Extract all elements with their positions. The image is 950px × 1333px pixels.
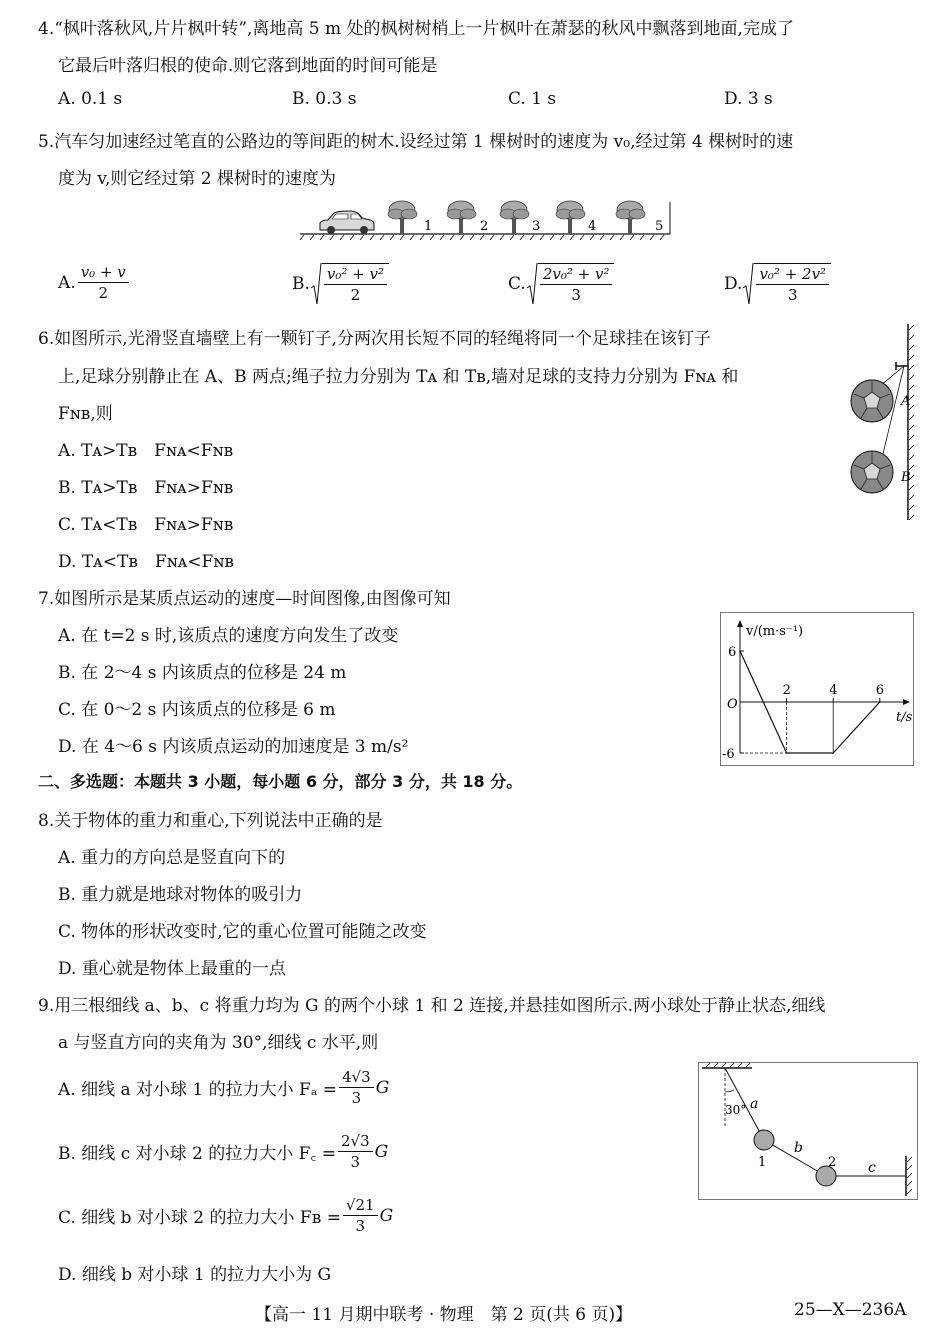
q5-stem-line2: 度为 v,则它经过第 2 棵树时的速度为 bbox=[58, 169, 337, 189]
angle-label: 30° bbox=[725, 1103, 747, 1117]
q9-option-c bbox=[58, 1195, 393, 1236]
q9-option-a bbox=[58, 1067, 389, 1108]
q5-option-c bbox=[508, 262, 614, 306]
q8-option-a: A. 重力的方向总是竖直向下的 bbox=[58, 848, 286, 868]
q6-option-b: B. Tᴀ>Tʙ Fɴᴀ>Fɴʙ bbox=[58, 478, 234, 498]
q6-wall-figure bbox=[844, 322, 916, 522]
q9-option-b bbox=[58, 1131, 388, 1172]
q5-d-numerator: v₀² + 2v² bbox=[756, 264, 829, 285]
q4-option-a: A. 0.1 s bbox=[58, 89, 123, 109]
football-a-icon bbox=[851, 380, 893, 422]
football-b-icon bbox=[851, 451, 893, 493]
q5-b-numerator: v₀² + v² bbox=[324, 264, 387, 285]
q8-option-c: C. 物体的形状改变时,它的重心位置可能随之改变 bbox=[58, 922, 427, 942]
q8-stem: 8.关于物体的重力和重心,下列说法中正确的是 bbox=[38, 811, 383, 831]
tree-label-2: 2 bbox=[480, 219, 489, 234]
string-a-label: a bbox=[750, 1096, 759, 1112]
origin-label: O bbox=[727, 697, 738, 712]
q5-option-d-label: D. bbox=[724, 274, 743, 294]
q9-b-numerator: 2√3 bbox=[338, 1131, 373, 1152]
q5-option-a-label: A. bbox=[58, 272, 76, 293]
q7-option-c: C. 在 0～2 s 内该质点的位移是 6 m bbox=[58, 700, 336, 720]
q5-a-numerator: v₀ + v bbox=[78, 262, 129, 283]
q9-option-d: D. 细线 b 对小球 1 的拉力大小为 G bbox=[58, 1265, 332, 1285]
string-c-label: c bbox=[868, 1160, 876, 1176]
q6-option-d: D. Tᴀ<Tʙ Fɴᴀ<Fɴʙ bbox=[58, 552, 234, 572]
point-b-label: B bbox=[901, 470, 911, 485]
q6-stem-line2: 上,足球分别静止在 A、B 两点;绳子拉力分别为 Tᴀ 和 Tʙ,墙对足球的支持力分别为 Fɴᴀ 和 bbox=[58, 367, 739, 387]
q7-option-d: D. 在 4～6 s 内该质点运动的加速度是 3 m/s² bbox=[58, 737, 409, 757]
q5-c-numerator: 2v₀² + v² bbox=[540, 264, 613, 285]
q9-strings-figure bbox=[698, 1062, 918, 1202]
tree-icon bbox=[556, 201, 585, 234]
q5-option-b bbox=[292, 262, 389, 306]
x-tick-label: 4 bbox=[829, 683, 838, 698]
y-tick-label: -6 bbox=[722, 747, 735, 762]
ball-1-icon bbox=[754, 1130, 774, 1150]
q9-c-denominator: 3 bbox=[355, 1217, 366, 1235]
q8-option-d: D. 重心就是物体上最重的一点 bbox=[58, 959, 286, 979]
q9-c-g: G bbox=[379, 1205, 394, 1226]
x-tick-label: 2 bbox=[782, 683, 791, 698]
q5-road-figure bbox=[298, 196, 672, 242]
q9-a-g: G bbox=[375, 1077, 390, 1098]
q4-stem-line1: 4.“枫叶落秋风,片片枫叶转”,离地高 5 m 处的枫树树梢上一片枫叶在萧瑟的秋风中飘落到地面,完成了 bbox=[38, 19, 794, 39]
tree-icon bbox=[616, 201, 645, 234]
q9-a-numerator: 4√3 bbox=[339, 1067, 374, 1088]
point-a-label: A bbox=[901, 394, 911, 409]
q9-b-g: G bbox=[374, 1141, 389, 1162]
q4-option-c: C. 1 s bbox=[508, 89, 557, 109]
q5-stem-line1: 5.汽车匀加速经过笔直的公路边的等间距的树木.设经过第 1 棵树时的速度为 v₀,经过第 4 棵树时的速 bbox=[38, 132, 794, 152]
q6-stem-line3: Fɴʙ,则 bbox=[58, 404, 113, 424]
q9-a-denominator: 3 bbox=[351, 1089, 362, 1107]
q5-a-denominator: 2 bbox=[98, 284, 108, 302]
q4-option-b: B. 0.3 s bbox=[292, 89, 357, 109]
tree-icon bbox=[388, 201, 417, 234]
section-2-title: 二、多选题：本题共 3 小题，每小题 6 分，部分 3 分，共 18 分。 bbox=[38, 772, 523, 791]
tree-label-1: 1 bbox=[424, 219, 433, 234]
q5-option-a bbox=[58, 262, 131, 303]
x-tick-label: 6 bbox=[875, 683, 885, 698]
ball-2-label: 2 bbox=[828, 1155, 837, 1170]
q9-stem-line2: a 与竖直方向的夹角为 30°,细线 c 水平,则 bbox=[58, 1033, 379, 1053]
q6-stem-line1: 6.如图所示,光滑竖直墙壁上有一颗钉子,分两次用长短不同的轻绳将同一个足球挂在该钉子 bbox=[38, 329, 712, 349]
string-b-label: b bbox=[794, 1140, 803, 1156]
q6-option-c: C. Tᴀ<Tʙ Fɴᴀ>Fɴʙ bbox=[58, 515, 234, 535]
car-icon bbox=[320, 211, 374, 234]
series-segment bbox=[833, 702, 880, 753]
x-axis-label: t/s bbox=[896, 710, 913, 725]
q4-option-d: D. 3 s bbox=[724, 89, 773, 109]
footer-title: 【高一 11 月期中联考 · 物理 第 2 页(共 6 页)】 bbox=[255, 1305, 633, 1325]
q9-c-text: C. 细线 b 对小球 2 的拉力大小 Fʙ = bbox=[58, 1208, 341, 1228]
q4-stem-line2: 它最后叶落归根的使命.则它落到地面的时间可能是 bbox=[58, 56, 438, 76]
q5-c-denominator: 3 bbox=[571, 286, 581, 304]
y-axis-label: v/(m·s⁻¹) bbox=[746, 624, 804, 639]
footer-code: 25—X—236A bbox=[794, 1300, 907, 1320]
tree-icon bbox=[447, 201, 476, 234]
y-tick-label: 6 bbox=[728, 645, 737, 660]
q9-stem-line1: 9.用三根细线 a、b、c 将重力均为 G 的两个小球 1 和 2 连接,并悬挂如图所示.两小球处于静止状态,细线 bbox=[38, 996, 826, 1016]
q8-option-b: B. 重力就是地球对物体的吸引力 bbox=[58, 885, 303, 905]
q5-b-denominator: 2 bbox=[350, 286, 361, 304]
q7-option-b: B. 在 2～4 s 内该质点的位移是 24 m bbox=[58, 663, 347, 683]
tree-label-5: 5 bbox=[655, 219, 664, 234]
q7-vt-chart bbox=[720, 612, 914, 766]
q9-c-numerator: √21 bbox=[343, 1195, 378, 1216]
q5-option-b-label: B. bbox=[292, 274, 310, 294]
q7-option-a: A. 在 t=2 s 时,该质点的速度方向发生了改变 bbox=[58, 626, 399, 646]
q9-b-text: B. 细线 c 对小球 2 的拉力大小 F꜀ = bbox=[58, 1144, 336, 1164]
q5-d-denominator: 3 bbox=[787, 286, 798, 304]
ball-1-label: 1 bbox=[758, 1155, 767, 1170]
tree-label-4: 4 bbox=[588, 219, 597, 234]
q5-option-c-label: C. bbox=[508, 274, 526, 294]
tree-icon bbox=[500, 201, 529, 234]
tree-label-3: 3 bbox=[532, 219, 541, 234]
q9-a-text: A. 细线 a 对小球 1 的拉力大小 Fₐ = bbox=[58, 1080, 338, 1100]
q5-option-d bbox=[724, 262, 831, 306]
q6-option-a: A. Tᴀ>Tʙ Fɴᴀ<Fɴʙ bbox=[58, 441, 234, 461]
q9-b-denominator: 3 bbox=[350, 1153, 361, 1171]
q7-stem: 7.如图所示是某质点运动的速度—时间图像,由图像可知 bbox=[38, 589, 451, 609]
